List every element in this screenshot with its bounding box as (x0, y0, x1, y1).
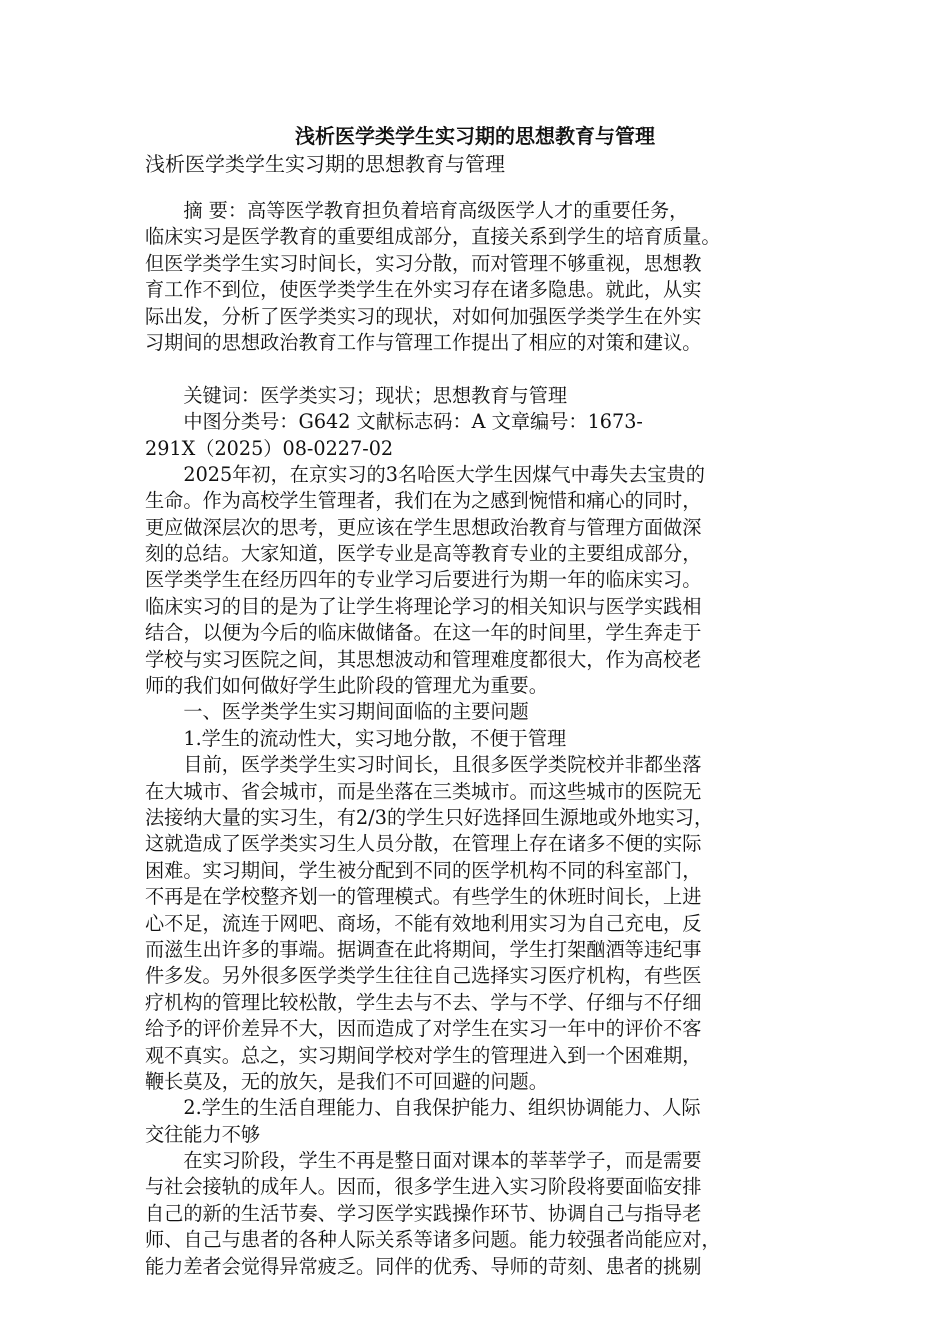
text-line: 临床实习的目的是为了让学生将理论学习的相关知识与医学实践相 (145, 594, 702, 618)
text-line: 这就造成了医学类实习生人员分散，在管理上存在诸多不便的实际 (145, 832, 702, 856)
abstract-line: 临床实习是医学教育的重要组成部分，直接关系到学生的培育质量。 (145, 225, 721, 249)
text-line: 关键词：医学类实习；现状；思想教育与管理 (145, 383, 568, 407)
text-line: 法接纳大量的实习生，有2/3的学生只好选择回生源地或外地实习， (145, 805, 714, 829)
text-line: 不再是在学校整齐划一的管理模式。有些学生的休班时间长，上进 (145, 885, 702, 909)
abstract-line: 但医学类学生实习时间长，实习分散，而对管理不够重视，思想教 (145, 251, 702, 275)
document-title: 浅析医学类学生实习期的思想教育与管理 (295, 124, 655, 148)
text-line: 师、自己与患者的各种人际关系等诸多问题。能力较强者尚能应对， (145, 1228, 721, 1252)
text-line: 结合，以便为今后的临床做储备。在这一年的时间里，学生奔走于 (145, 621, 702, 645)
abstract-line: 习期间的思想政治教育工作与管理工作提出了相应的对策和建议。 (145, 330, 702, 354)
text-line: 而滋生出许多的事端。据调查在此将期间，学生打架酗酒等违纪事 (145, 937, 702, 961)
text-line: 目前，医学类学生实习时间长，且很多医学类院校并非都坐落 (145, 753, 702, 777)
text-line: 在实习阶段，学生不再是整日面对课本的莘莘学子，而是需要 (145, 1149, 702, 1173)
text-line: 2.学生的生活自理能力、自我保护能力、组织协调能力、人际 (145, 1096, 701, 1120)
text-line: 学校与实习医院之间，其思想波动和管理难度都很大，作为高校老 (145, 647, 702, 671)
text-line: 医学类学生在经历四年的专业学习后要进行为期一年的临床实习。 (145, 568, 702, 592)
text-line: 心不足，流连于网吧、商场，不能有效地利用实习为自己充电，反 (145, 911, 702, 935)
text-line: 能力差者会觉得异常疲乏。同伴的优秀、导师的苛刻、患者的挑剔 (145, 1254, 702, 1278)
blank-line (145, 356, 805, 382)
abstract-line: 摘 要：高等医学教育担负着培育高级医学人才的重要任务， (145, 199, 689, 222)
text-line: 疗机构的管理比较松散，学生去与不去、学与不学、仔细与不仔细 (145, 990, 702, 1014)
text-line: 中图分类号：G642 文献标志码：A 文章编号：1673- (145, 410, 643, 434)
text-line: 291X（2025）08-0227-02 (145, 436, 394, 460)
text-line: 在大城市、省会城市，而是坐落在三类城市。而这些城市的医院无 (145, 779, 702, 803)
text-line: 交往能力不够 (145, 1122, 261, 1146)
text-line: 刻的总结。大家知道，医学专业是高等教育专业的主要组成部分， (145, 542, 702, 566)
document-subtitle: 浅析医学类学生实习期的思想教育与管理 (145, 152, 505, 176)
abstract-line: 际出发，分析了医学类实习的现状，对如何加强医学类学生在外实 (145, 304, 702, 328)
text-line: 生命。作为高校学生管理者，我们在为之感到惋惜和痛心的同时， (145, 489, 702, 513)
text-line: 鞭长莫及，无的放矢，是我们不可回避的问题。 (145, 1069, 548, 1093)
main-text-block (145, 383, 805, 1280)
document-body (145, 198, 805, 1280)
text-line: 与社会接轨的成年人。因而，很多学生进入实习阶段将要面临安排 (145, 1175, 702, 1199)
text-line: 一、医学类学生实习期间面临的主要问题 (145, 700, 529, 724)
text-line: 困难。实习期间，学生被分配到不同的医学机构不同的科室部门， (145, 858, 702, 882)
text-line: 自己的新的生活节奏、学习医学实践操作环节、协调自己与指导老 (145, 1201, 702, 1225)
abstract-block (145, 198, 805, 356)
text-line: 件多发。另外很多医学类学生往往自己选择实习医疗机构，有些医 (145, 964, 702, 988)
text-line: 2025年初，在京实习的3名哈医大学生因煤气中毒失去宝贵的 (145, 462, 705, 486)
text-line: 1.学生的流动性大，实习地分散，不便于管理 (145, 726, 567, 750)
text-line: 给予的评价差异不大，因而造成了对学生在实习一年中的评价不客 (145, 1017, 702, 1041)
abstract-line: 育工作不到位，使医学类学生在外实习存在诸多隐患。就此，从实 (145, 278, 702, 302)
text-line: 师的我们如何做好学生此阶段的管理尤为重要。 (145, 674, 548, 698)
text-line: 观不真实。总之，实习期间学校对学生的管理进入到一个困难期， (145, 1043, 702, 1067)
text-line: 更应做深层次的思考，更应该在学生思想政治教育与管理方面做深 (145, 515, 702, 539)
